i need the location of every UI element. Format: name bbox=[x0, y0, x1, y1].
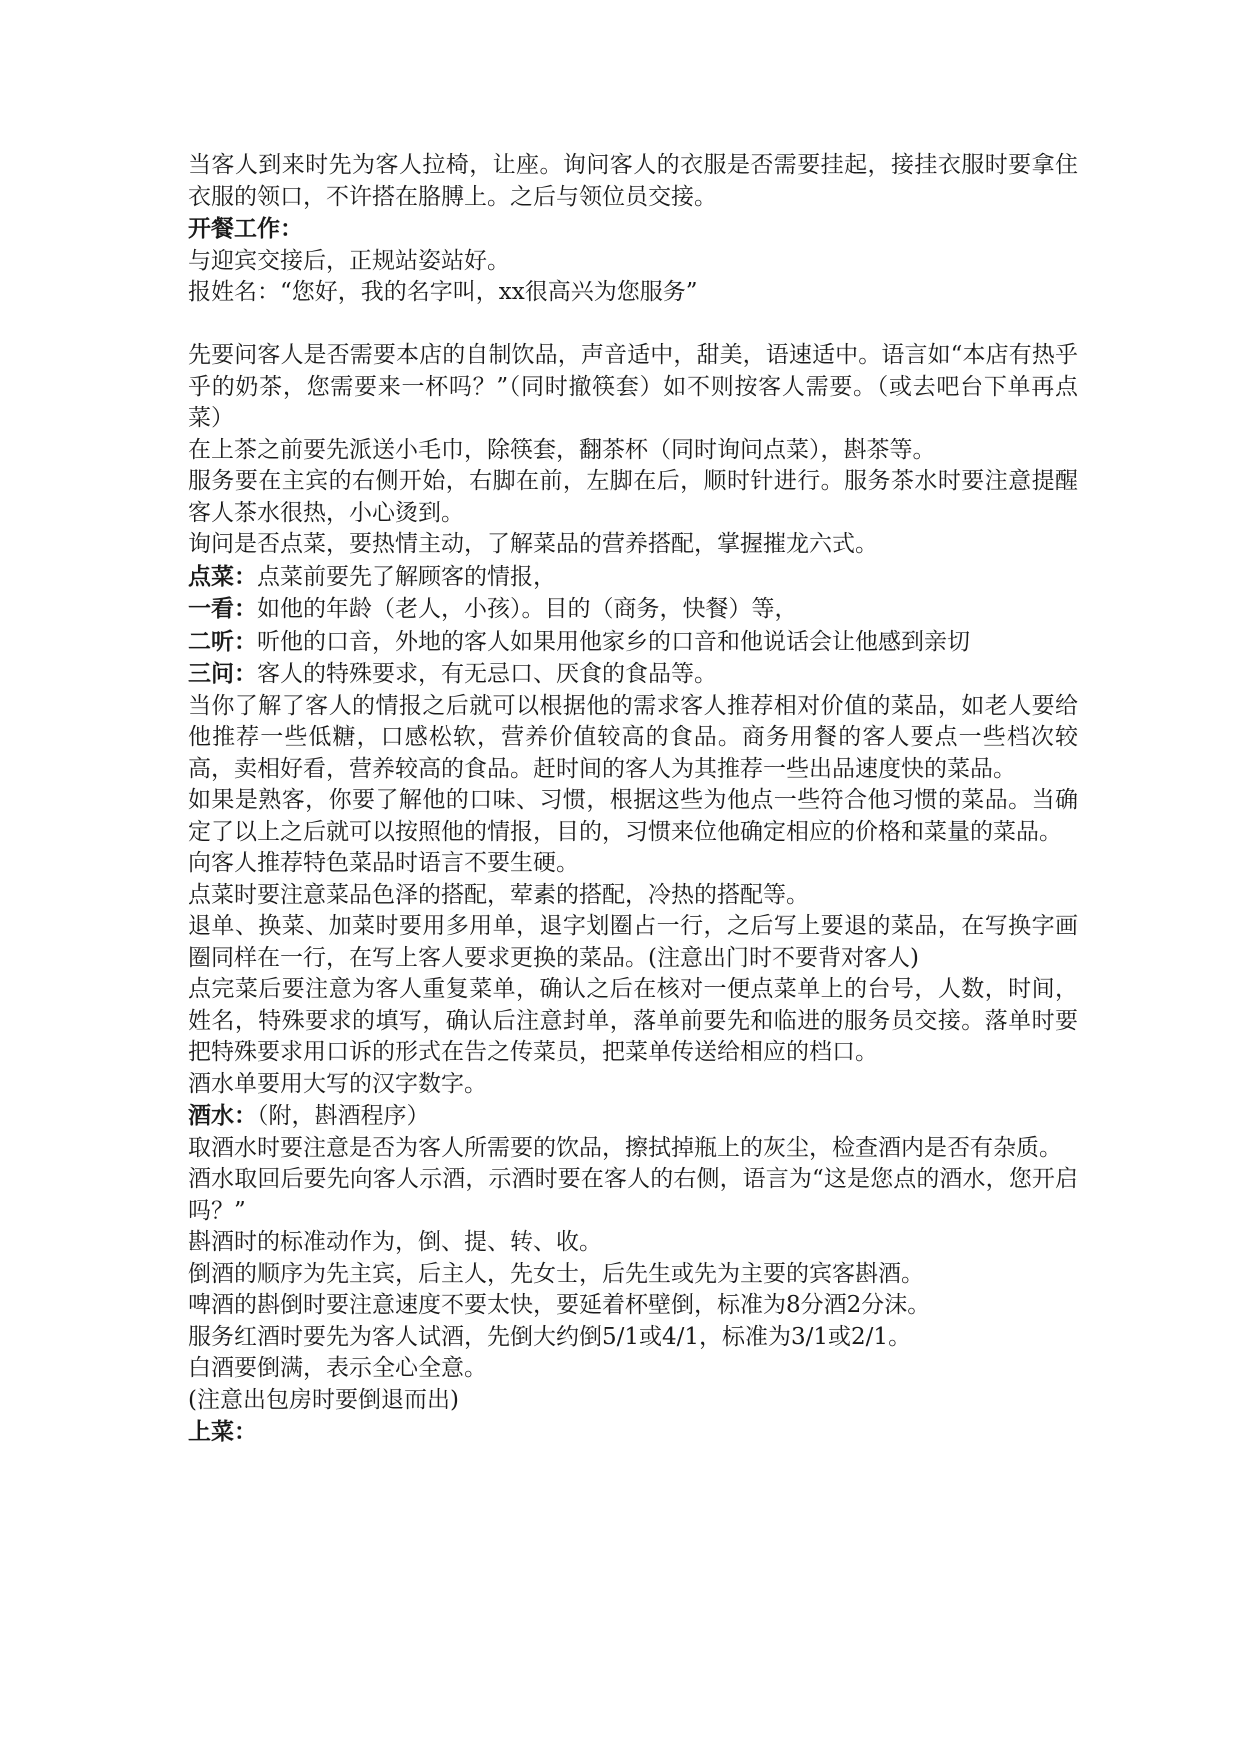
paragraph bbox=[188, 691, 1078, 786]
body-text: 服务要在主宾的右侧开始，右脚在前，左脚在后，顺时针进行。服务茶水时要注意提醒客人茶水很热，小心烫到。 bbox=[188, 468, 1078, 526]
paragraph bbox=[188, 246, 1078, 278]
body-text: 退单、换菜、加菜时要用多用单，退字划圈占一行，之后写上要退的菜品，在写换字画圈同样在一行，在写上客人要求更换的菜品。(注意出门时不要背对客人) bbox=[188, 913, 1078, 971]
paragraph bbox=[188, 785, 1078, 848]
paragraph bbox=[188, 1100, 1078, 1133]
term-label: 三问： bbox=[188, 660, 257, 687]
paragraph bbox=[188, 658, 1078, 691]
paragraph bbox=[188, 561, 1078, 594]
heading-text: 上菜： bbox=[188, 1418, 257, 1445]
paragraph bbox=[188, 1259, 1078, 1291]
paragraph bbox=[188, 880, 1078, 912]
paragraph bbox=[188, 277, 1078, 309]
paragraph bbox=[188, 1164, 1078, 1227]
body-text: 服务红酒时要先为客人试酒，先倒大约倒5/1或4/1，标准为3/1或2/1。 bbox=[188, 1323, 912, 1350]
body-text: 点菜前要先了解顾客的情报， bbox=[257, 563, 556, 590]
body-text: 酒水取回后要先向客人示酒，示酒时要在客人的右侧，语言为“这是您点的酒水，您开启吗？” bbox=[188, 1166, 1078, 1224]
section-heading bbox=[188, 213, 1078, 246]
body-text: 点完菜后要注意为客人重复菜单，确认之后在核对一便点菜单上的台号，人数，时间，姓名，特殊要求的填写，确认后注意封单，落单前要先和临进的服务员交接。落单时要把特殊要求用口诉的形式在告之传菜员，把菜单传送给相应的档口。 bbox=[188, 976, 1078, 1065]
paragraph bbox=[188, 848, 1078, 880]
paragraph bbox=[188, 1227, 1078, 1259]
term-label: 点菜： bbox=[188, 562, 257, 590]
heading-text: 开餐工作： bbox=[188, 215, 303, 242]
term-label: 酒水： bbox=[188, 1102, 257, 1129]
paragraph bbox=[188, 1385, 1078, 1417]
paragraph bbox=[188, 911, 1078, 974]
section-heading bbox=[188, 1416, 1078, 1449]
body-text: 点菜时要注意菜品色泽的搭配，荤素的搭配，冷热的搭配等。 bbox=[188, 881, 809, 908]
body-text: (注意出包房时要倒退而出) bbox=[188, 1386, 459, 1413]
document-page bbox=[188, 150, 1078, 1449]
paragraph bbox=[188, 466, 1078, 529]
term-label: 一看： bbox=[188, 595, 257, 622]
body-text: 客人的特殊要求，有无忌口、厌食的食品等。 bbox=[257, 661, 717, 687]
paragraph bbox=[188, 1290, 1078, 1322]
body-text: 当客人到来时先为客人拉椅，让座。询问客人的衣服是否需要挂起，接挂衣服时要拿住衣服的领口，不许搭在胳膊上。之后与领位员交接。 bbox=[188, 152, 1078, 210]
body-text: 先要问客人是否需要本店的自制饮品，声音适中，甜美，语速适中。语言如“本店有热乎乎的奶茶，您需要来一杯吗？”（同时撤筷套）如不则按客人需要。（或去吧台下单再点菜） bbox=[188, 342, 1078, 431]
paragraph bbox=[188, 529, 1078, 561]
body-text: 斟酒时的标准动作为，倒、提、转、收。 bbox=[188, 1229, 602, 1255]
body-text: 啤酒的斟倒时要注意速度不要太快，要延着杯壁倒，标准为8分酒2分沫。 bbox=[188, 1292, 931, 1318]
body-text: 询问是否点菜，要热情主动，了解菜品的营养搭配，掌握摧龙六式。 bbox=[188, 531, 878, 557]
body-text: 倒酒的顺序为先主宾，后主人，先女士，后先生或先为主要的宾客斟酒。 bbox=[188, 1260, 924, 1287]
body-text: （附，斟酒程序） bbox=[257, 1103, 430, 1129]
paragraph bbox=[188, 150, 1078, 213]
term-label: 二听： bbox=[188, 627, 257, 655]
body-text: 如果是熟客，你要了解他的口味、习惯，根据这些为他点一些符合他习惯的菜品。当确定了以上之后就可以按照他的情报，目的，习惯来位他确定相应的价格和菜量的菜品。 bbox=[188, 787, 1078, 845]
body-text: 与迎宾交接后，正规站姿站好。 bbox=[188, 247, 510, 274]
paragraph bbox=[188, 1069, 1078, 1101]
body-text: 向客人推荐特色菜品时语言不要生硬。 bbox=[188, 850, 579, 876]
body-text: 如他的年龄（老人，小孩）。目的（商务，快餐）等， bbox=[257, 596, 798, 622]
paragraph bbox=[188, 974, 1078, 1069]
paragraph bbox=[188, 340, 1078, 435]
blank-line bbox=[188, 309, 1078, 341]
body-text: 听他的口音，外地的客人如果用他家乡的口音和他说话会让他感到亲切 bbox=[257, 628, 970, 655]
paragraph bbox=[188, 593, 1078, 626]
paragraph bbox=[188, 1322, 1078, 1354]
paragraph bbox=[188, 435, 1078, 467]
body-text: 在上茶之前要先派送小毛巾，除筷套，翻茶杯（同时询问点菜），斟茶等。 bbox=[188, 436, 936, 463]
paragraph bbox=[188, 626, 1078, 659]
body-text: 酒水单要用大写的汉字数字。 bbox=[188, 1070, 487, 1097]
body-text: 当你了解了客人的情报之后就可以根据他的需求客人推荐相对价值的菜品，如老人要给他推荐一些低糖，口感松软，营养价值较高的食品。商务用餐的客人要点一些档次较高，卖相好看，营养较高的食品。赶时间的客人为其推荐一些出品速度快的菜品。 bbox=[188, 692, 1078, 782]
paragraph bbox=[188, 1133, 1078, 1165]
body-text: 取酒水时要注意是否为客人所需要的饮品，擦拭掉瓶上的灰尘，检查酒内是否有杂质。 bbox=[188, 1134, 1062, 1161]
body-text: 报姓名：“您好，我的名字叫，xx很高兴为您服务” bbox=[188, 279, 698, 305]
body-text: 白酒要倒满，表示全心全意。 bbox=[188, 1355, 487, 1381]
paragraph bbox=[188, 1353, 1078, 1385]
